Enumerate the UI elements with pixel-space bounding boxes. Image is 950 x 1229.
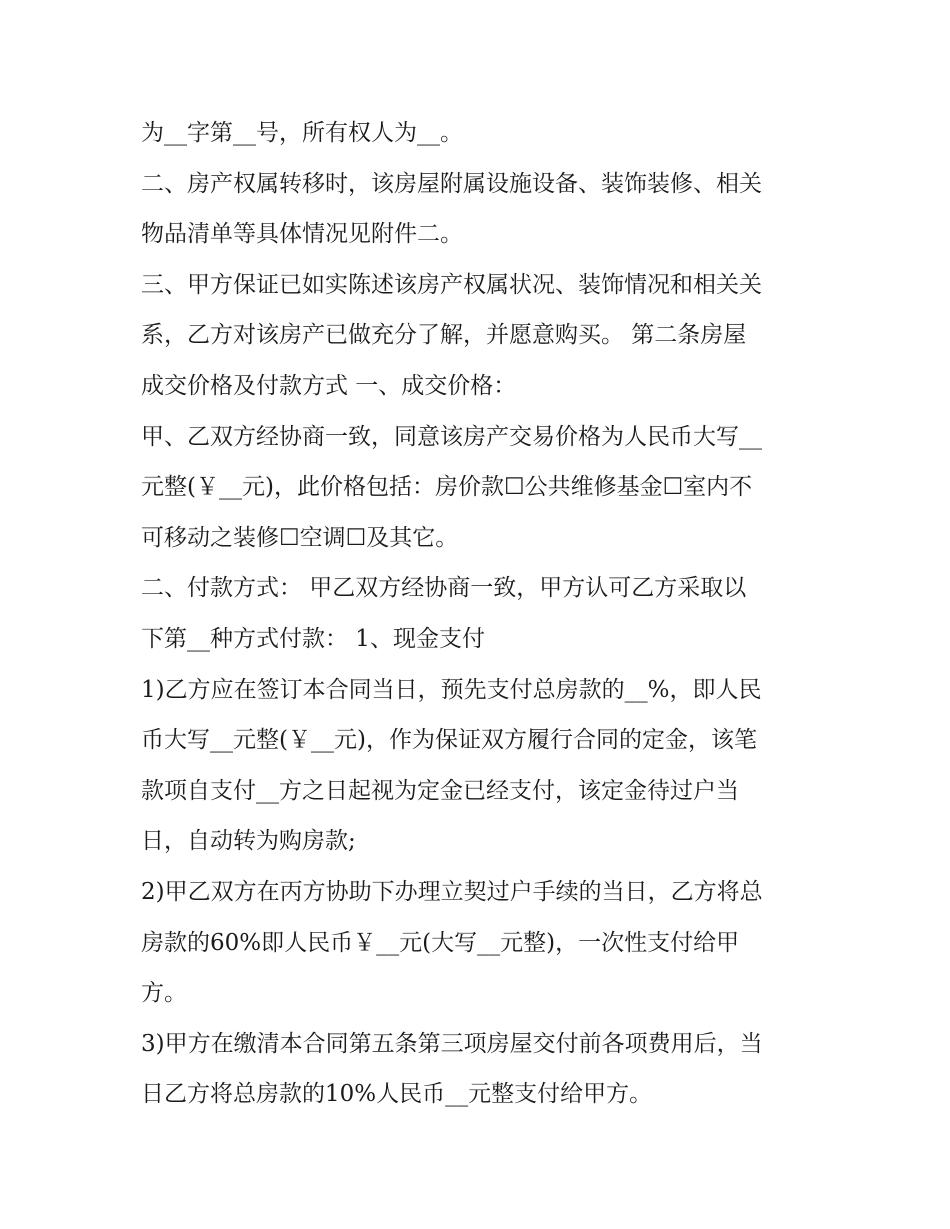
text-line: 甲、乙双方经协商一致，同意该房产交易价格为人民币大写__: [141, 423, 762, 450]
text-line: 系，乙方对该房产已做充分了解，并愿意购买。 第二条房屋: [141, 322, 747, 349]
text-line: 可移动之装修☐空调☐及其它。: [141, 524, 459, 551]
text-line: 元整(￥__元)，此价格包括：房价款☐公共维修基金☐室内不: [141, 474, 753, 501]
text-line: 成交价格及付款方式 一、成交价格：: [141, 372, 517, 399]
text-line: 物品清单等具体情况见附件二。: [141, 221, 463, 248]
text-line: 下第__种方式付款： 1、现金支付: [141, 625, 485, 652]
text-line: 日乙方将总房款的10%人民币__元整支付给甲方。: [141, 1081, 653, 1108]
text-line: 三、甲方保证已如实陈述该房产权属状况、装饰情况和相关关: [141, 271, 762, 298]
contract-text-body: [141, 108, 821, 1120]
text-line: 2)甲乙双方在丙方协助下办理立契过户手续的当日，乙方将总: [141, 878, 763, 905]
text-line: 3)甲方在缴清本合同第五条第三项房屋交付前各项费用后，当: [141, 1030, 763, 1057]
text-line: 款项自支付__方之日起视为定金已经支付，该定金待过户当: [141, 777, 739, 804]
text-line: 1)乙方应在签订本合同当日，预先支付总房款的__%，即人民: [141, 676, 762, 703]
text-line: 日，自动转为购房款;: [141, 828, 356, 855]
text-line: 币大写__元整(￥__元)，作为保证双方履行合同的定金，该笔: [141, 727, 757, 754]
text-line: 二、付款方式： 甲乙双方经协商一致，甲方认可乙方采取以: [141, 575, 747, 602]
text-line: 房款的60%即人民币￥__元(大写__元整)，一次性支付给甲: [141, 929, 740, 956]
text-line: 二、房产权属转移时，该房屋附属设施设备、装饰装修、相关: [141, 170, 762, 197]
text-line: 为__字第__号，所有权人为__。: [141, 120, 463, 146]
text-line: 方。: [141, 980, 187, 1007]
